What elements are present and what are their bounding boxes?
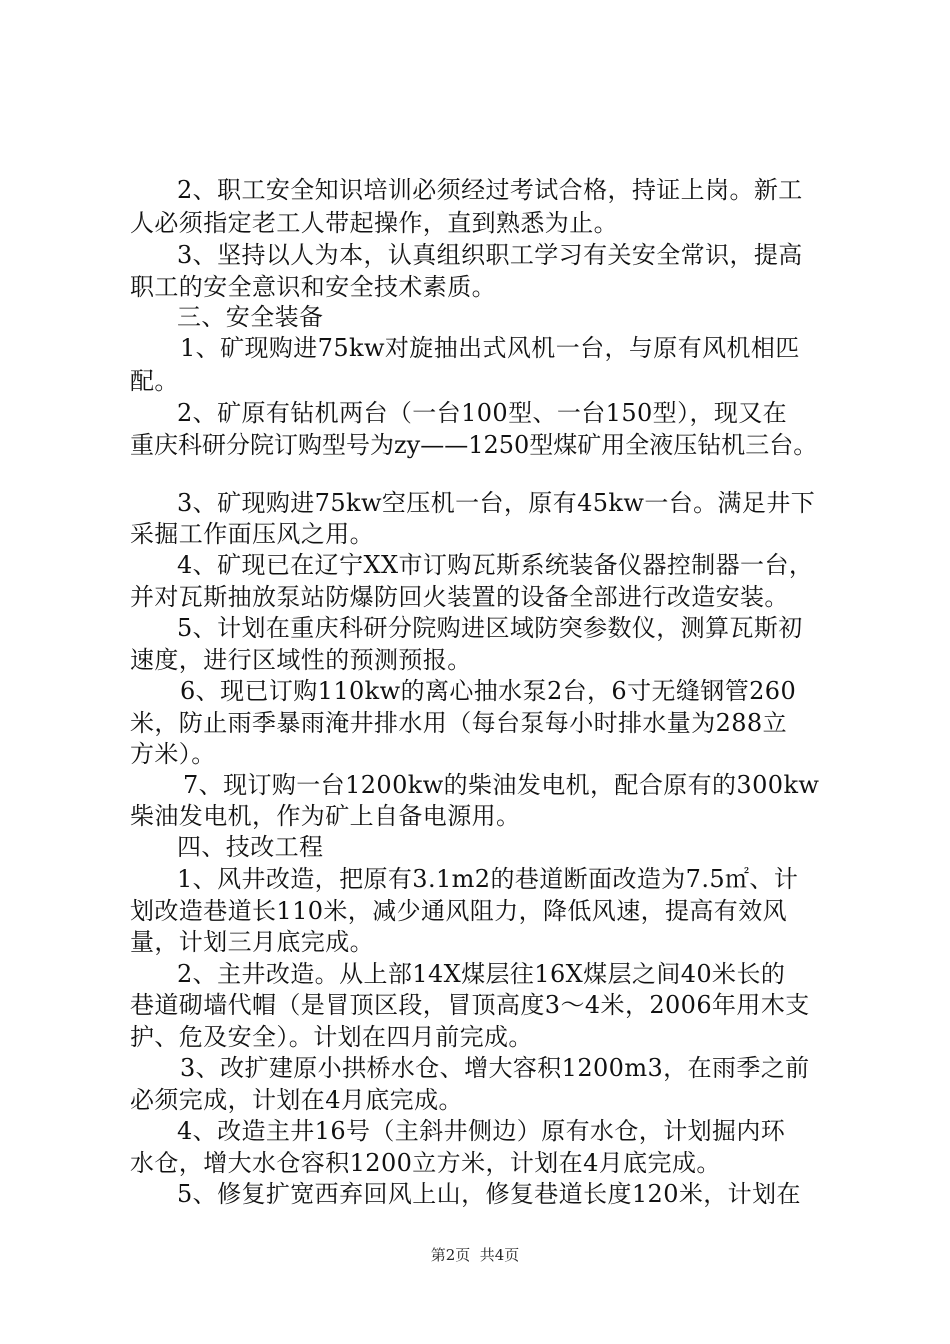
text-line: 2、矿原有钻机两台（一台100型、一台150型），现又在	[177, 399, 788, 427]
text-line: 4、矿现已在辽宁XX市订购瓦斯系统装备仪器控制器一台，	[177, 551, 814, 579]
text-line: 3、改扩建原小拱桥水仓、增大容积1200m3，在雨季之前	[180, 1054, 810, 1082]
text-line: 水仓，增大水仓容积1200立方米，计划在4月底完成。	[130, 1149, 721, 1177]
text-line: 2、职工安全知识培训必须经过考试合格，持证上岗。新工	[177, 176, 803, 204]
text-line: 职工的安全意识和安全技术素质。	[130, 273, 496, 301]
text-line: 3、矿现购进75kw空压机一台，原有45kw一台。满足井下	[177, 489, 816, 517]
text-line: 护、危及安全）。计划在四月前完成。	[130, 1023, 533, 1051]
section-heading: 四、技改工程	[177, 833, 324, 861]
text-line: 方米）。	[130, 740, 216, 768]
text-line: 并对瓦斯抽放泵站防爆防回火装置的设备全部进行改造安装。	[130, 583, 789, 611]
text-line: 划改造巷道长110米，减少通风阻力，降低风速，提高有效风	[130, 897, 788, 925]
text-line: 速度，进行区域性的预测预报。	[130, 646, 472, 674]
text-line: 柴油发电机，作为矿上自备电源用。	[130, 802, 521, 830]
text-line: 人必须指定老工人带起操作，直到熟悉为止。	[130, 209, 618, 237]
text-line: 巷道砌墙代帽（是冒顶区段，冒顶高度3～4米，2006年用木支	[130, 991, 810, 1019]
text-line: 必须完成，计划在4月底完成。	[130, 1086, 463, 1114]
text-line: 1、风井改造，把原有3.1m2的巷道断面改造为7.5㎡、计	[177, 865, 799, 893]
text-line: 3、坚持以人为本，认真组织职工学习有关安全常识，提高	[177, 241, 803, 269]
text-line: 重庆科研分院订购型号为zy——1250型煤矿用全液压钻机三台。	[130, 431, 818, 459]
text-line: 1、矿现购进75kw对旋抽出式风机一台，与原有风机相匹	[180, 334, 800, 362]
text-line: 4、改造主井16号（主斜井侧边）原有水仓，计划掘内环	[177, 1117, 786, 1145]
text-line: 米，防止雨季暴雨淹井排水用（每台泵每小时排水量为288立	[130, 709, 788, 737]
text-line: 采掘工作面压风之用。	[130, 520, 374, 548]
text-line: 5、计划在重庆科研分院购进区域防突参数仪，测算瓦斯初	[177, 614, 803, 642]
text-line: 配。	[130, 367, 179, 395]
text-line: 6、现已订购110kw的离心抽水泵2台，6寸无缝钢管260	[180, 677, 797, 705]
section-heading: 三、安全装备	[177, 303, 324, 331]
text-line: 2、主井改造。从上部14X煤层往16X煤层之间40米长的	[177, 960, 786, 988]
text-line: 5、修复扩宽西弃回风上山，修复巷道长度120米，计划在	[177, 1180, 801, 1208]
page-number: 第2页 共4页	[430, 1246, 520, 1264]
text-line: 量，计划三月底完成。	[130, 928, 374, 956]
text-line: 7、现订购一台1200kw的柴油发电机，配合原有的300kw	[183, 771, 820, 799]
